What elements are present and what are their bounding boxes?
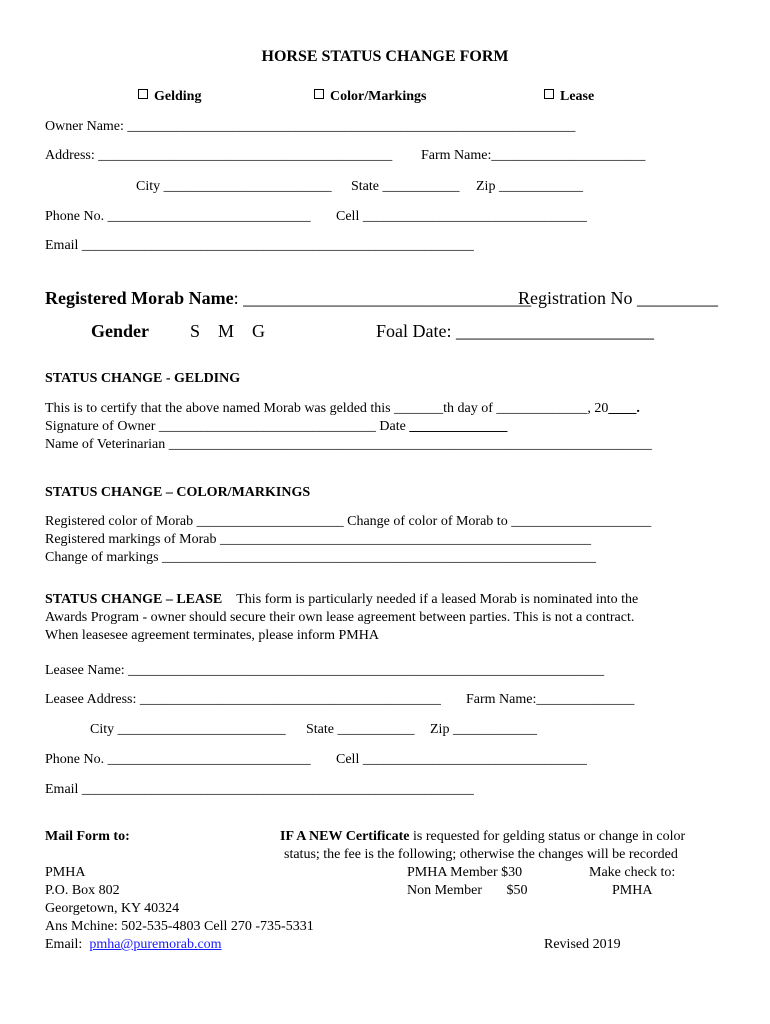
mail-email-line <box>45 937 222 953</box>
color-markings-option[interactable] <box>314 89 426 105</box>
veterinarian-field[interactable]: Name of Veterinarian _____________________________________________________________________ <box>45 437 652 452</box>
form-title: HORSE STATUS CHANGE FORM <box>261 48 509 65</box>
mail-form-heading: Mail Form to: <box>45 829 130 844</box>
leasee-email-field[interactable]: Email ________________________________________________________ <box>45 782 474 797</box>
fee-non-member: Non Member $50 <box>407 883 528 898</box>
owner-signature-text: Signature of Owner _______________________________ Date <box>45 419 406 434</box>
lease-text-3: When leasesee agreement terminates, please inform PMHA <box>45 628 379 643</box>
registration-no-field[interactable]: Registration No _________ <box>518 288 718 308</box>
mail-city: Georgetown, KY 40324 <box>45 901 180 916</box>
lease-heading: STATUS CHANGE – LEASE <box>45 592 223 607</box>
certificate-text-2: status; the fee is the following; otherwise the changes will be recorded <box>284 847 678 862</box>
owner-name-field[interactable]: Owner Name: ________________________________________________________________ <box>45 119 576 134</box>
check-payee: PMHA <box>612 883 653 898</box>
color-markings-label: Color/Markings <box>330 89 427 104</box>
morab-name-field[interactable] <box>45 288 531 309</box>
mail-phones: Ans Mchine: 502-535-4803 Cell 270 -735-5331 <box>45 919 314 934</box>
color-markings-checkbox[interactable] <box>314 89 324 99</box>
color-markings-heading: STATUS CHANGE – COLOR/MARKINGS <box>45 485 311 500</box>
lease-label: Lease <box>560 89 595 104</box>
lease-text-2: Awards Program - owner should secure their own lease agreement between parties. This is not a contract. <box>45 610 635 625</box>
gender-options[interactable]: S M G <box>190 321 266 341</box>
gelding-certify-line[interactable] <box>45 401 640 417</box>
owner-zip-field[interactable]: Zip ____________ <box>476 179 583 194</box>
change-markings-field[interactable]: Change of markings ______________________________________________________________ <box>45 550 597 565</box>
owner-cell-field[interactable]: Cell ________________________________ <box>336 209 587 224</box>
gelding-certify-text: This is to certify that the above named Morab was gelded this _______th day of _____________, 20 <box>45 401 609 416</box>
mail-email-link[interactable]: pmha@puremorab.com <box>89 937 222 952</box>
owner-farm-name-field[interactable]: Farm Name:______________________ <box>421 148 646 163</box>
certificate-bold: IF A NEW Certificate <box>280 829 410 844</box>
mail-email-label: Email: <box>45 937 90 952</box>
owner-state-field[interactable]: State ___________ <box>351 179 460 194</box>
leasee-name-field[interactable]: Leasee Name: ____________________________________________________________________ <box>45 663 605 678</box>
certificate-text-1: is requested for gelding status or change in color <box>409 829 686 844</box>
foal-date-field[interactable]: Foal Date: ______________________ <box>376 321 654 341</box>
lease-option[interactable] <box>544 89 594 105</box>
registered-markings-field[interactable]: Registered markings of Morab _____________________________________________________ <box>45 532 591 547</box>
leasee-zip-field[interactable]: Zip ____________ <box>430 722 537 737</box>
leasee-address-field[interactable]: Leasee Address: ___________________________________________ <box>45 692 441 707</box>
leasee-farm-name-field[interactable]: Farm Name:______________ <box>466 692 635 707</box>
revised-note: Revised 2019 <box>544 937 621 952</box>
lease-text-1: This form is particularly needed if a leased Morab is nominated into the <box>236 592 639 607</box>
lease-intro-line <box>45 592 638 608</box>
mail-org: PMHA <box>45 865 86 880</box>
mail-po-box: P.O. Box 802 <box>45 883 120 898</box>
gelding-option[interactable] <box>138 89 201 105</box>
registered-color-field[interactable]: Registered color of Morab _____________________ Change of color of Morab to ____________________ <box>45 514 652 529</box>
gelding-label: Gelding <box>154 89 202 104</box>
gender-label: Gender <box>91 321 149 341</box>
certificate-line-1 <box>280 829 685 845</box>
morab-name-label: Registered Morab Name <box>45 288 234 308</box>
owner-phone-field[interactable]: Phone No. _____________________________ <box>45 209 311 224</box>
leasee-cell-field[interactable]: Cell ________________________________ <box>336 752 587 767</box>
lease-checkbox[interactable] <box>544 89 554 99</box>
owner-email-field[interactable]: Email ________________________________________________________ <box>45 238 474 253</box>
gelding-heading: STATUS CHANGE - GELDING <box>45 371 241 386</box>
owner-signature-line[interactable] <box>45 419 507 435</box>
signature-date-blank: ______________ <box>409 419 508 434</box>
leasee-city-field[interactable]: City ________________________ <box>90 722 286 737</box>
leasee-state-field[interactable]: State ___________ <box>306 722 415 737</box>
gelding-year-blank: ____. <box>608 401 640 416</box>
gelding-checkbox[interactable] <box>138 89 148 99</box>
morab-name-blank: : ________________________________ <box>233 288 532 308</box>
leasee-phone-field[interactable]: Phone No. _____________________________ <box>45 752 311 767</box>
owner-address-field[interactable]: Address: __________________________________________ <box>45 148 393 163</box>
owner-city-field[interactable]: City ________________________ <box>136 179 332 194</box>
fee-member: PMHA Member $30 <box>407 865 523 880</box>
make-check-to: Make check to: <box>589 865 676 880</box>
